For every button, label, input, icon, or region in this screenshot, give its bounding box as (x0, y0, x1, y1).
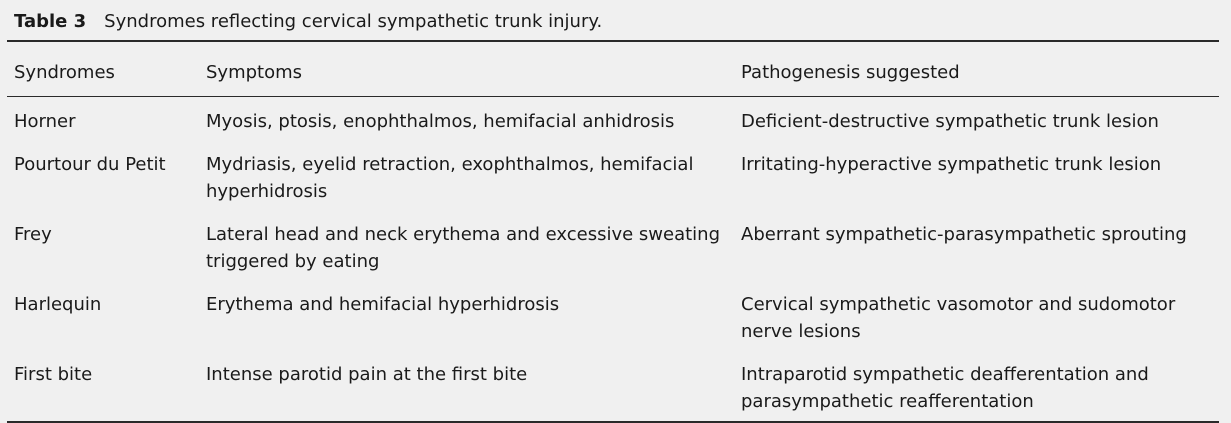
cell-symptoms: Myosis, ptosis, enophthalmos, hemifacial anhidrosis (206, 111, 675, 132)
table-row (7, 211, 1219, 281)
table-row (7, 281, 1219, 351)
table-row (7, 351, 1219, 421)
cell-symptoms: Mydriasis, eyelid retraction, exophthalmos, hemifacial hyperhidrosis (206, 154, 694, 202)
cell-syndrome: Pourtour du Petit (14, 154, 166, 175)
header-row (7, 42, 1219, 96)
cell-syndrome: Harlequin (14, 294, 102, 315)
header-pathogenesis: Pathogenesis suggested (741, 62, 960, 83)
cell-syndrome: Horner (14, 111, 76, 132)
syndromes-table (7, 42, 1219, 96)
cell-pathogenesis: Irritating-hyperactive sympathetic trunk lesion (741, 154, 1162, 175)
table-number: Table 3 (14, 11, 87, 32)
table-title: Syndromes reflecting cervical sympathetic trunk injury. (104, 11, 603, 32)
cell-symptoms: Lateral head and neck erythema and excessive sweating triggered by eating (206, 224, 721, 272)
cell-pathogenesis: Aberrant sympathetic-parasympathetic sprouting (741, 224, 1187, 245)
cell-symptoms: Intense parotid pain at the first bite (206, 364, 528, 385)
cell-syndrome: Frey (14, 224, 52, 245)
cell-syndrome: First bite (14, 364, 93, 385)
cell-pathogenesis: Cervical sympathetic vasomotor and sudomotor nerve lesions (741, 294, 1176, 342)
table-row (7, 97, 1219, 141)
cell-pathogenesis: Deficient-destructive sympathetic trunk lesion (741, 111, 1159, 132)
header-syndromes: Syndromes (14, 62, 115, 83)
syndromes-table-body (7, 97, 1219, 421)
cell-pathogenesis: Intraparotid sympathetic deafferentation and parasympathetic reafferentation (741, 364, 1149, 412)
header-symptoms: Symptoms (206, 62, 303, 83)
cell-symptoms: Erythema and hemifacial hyperhidrosis (206, 294, 560, 315)
table-caption (7, 0, 1219, 40)
table-row (7, 141, 1219, 211)
